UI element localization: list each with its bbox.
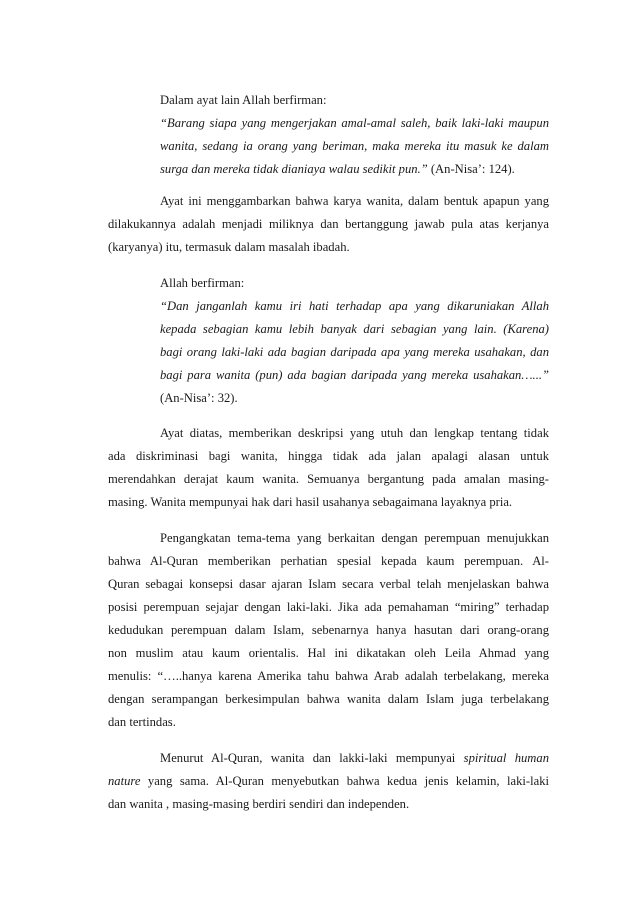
text-line: ada diskriminasi bagi wanita, hingga tidak ada jalan apalagi alasan untuk	[108, 449, 549, 463]
citation: (An-Nisa’: 32).	[160, 391, 238, 405]
text-line: masing. Wanita mempunyai hak dari hasil usahanya sebagaimana layaknya pria.	[108, 495, 513, 509]
text-line: Ayat ini menggambarkan bahwa karya wanita, dalam bentuk apapun yang	[160, 194, 549, 208]
text-line: Allah berfirman:	[160, 276, 245, 290]
text-line	[108, 774, 549, 789]
text-line: dengan serampangan berkesimpulan bahwa wanita dalam Islam juga terbelakang	[108, 692, 549, 706]
quote-line: bagi orang laki-laki ada bagian daripada apa yang mereka usahakan, dan	[160, 345, 549, 359]
quote-line: “Dan janganlah kamu iri hati terhadap apa yang dikaruniakan Allah	[160, 299, 549, 313]
text-line: dan tertindas.	[108, 715, 176, 729]
citation: (An-Nisa’: 124).	[427, 162, 515, 176]
text-line: Dalam ayat lain Allah berfirman:	[160, 93, 327, 107]
emphasis-text: nature	[108, 774, 141, 788]
text-line: Pengangkatan tema-tema yang berkaitan dengan perempuan menujukkan	[160, 531, 549, 545]
quote-text: surga dan mereka tidak dianiaya walau sedikit pun.”	[160, 162, 428, 176]
text-line: posisi perempuan sejajar dengan laki-laki. Jika ada pemahaman “miring” terhadap	[108, 600, 549, 614]
quote-line	[160, 162, 515, 177]
text-line: dan wanita , masing-masing berdiri sendiri dan independen.	[108, 797, 410, 811]
text-line: Ayat diatas, memberikan deskripsi yang utuh dan lengkap tentang tidak	[160, 426, 549, 440]
quote-line: bagi para wanita (pun) ada bagian daripada yang mereka usahakan…...”	[160, 368, 549, 382]
text-line: (karyanya) itu, termasuk dalam masalah ibadah.	[108, 240, 350, 254]
emphasis-text: spiritual human	[463, 751, 549, 765]
quote-line: wanita, sedang ia orang yang beriman, maka mereka itu masuk ke dalam	[160, 139, 549, 153]
text-line: menulis: “…..hanya karena Amerika tahu bahwa Arab adalah terbelakang, mereka	[108, 669, 549, 683]
text-line: bahwa Al-Quran memberikan perhatian spesial kepada kaum perempuan. Al-	[108, 554, 549, 568]
text-line: non muslim atau kaum orientalis. Hal ini dikatakan oleh Leila Ahmad yang	[108, 646, 549, 660]
text-line: dilakukannya adalah menjadi miliknya dan bertanggung jawab pula atas kerjanya	[108, 217, 549, 231]
text-line: merendahkan derajat kaum wanita. Semuanya bergantung pada amalan masing-	[108, 472, 549, 486]
quote-line: “Barang siapa yang mengerjakan amal-amal saleh, baik laki-laki maupun	[160, 116, 549, 130]
quote-line: kepada sebagian kamu lebih banyak dari sebagian yang lain. (Karena)	[160, 322, 549, 336]
text-span: Menurut Al-Quran, wanita dan lakki-laki mempunyai	[160, 751, 464, 765]
text-line: kedudukan perempuan dalam Islam, sebenarnya hanya hasutan dari orang-orang	[108, 623, 549, 637]
text-span: yang sama. Al-Quran menyebutkan bahwa kedua jenis kelamin, laki-laki	[140, 774, 549, 788]
text-line: Quran sebagai konsepsi dasar ajaran Islam secara verbal telah menjelaskan bahwa	[108, 577, 549, 591]
text-line	[160, 751, 549, 766]
